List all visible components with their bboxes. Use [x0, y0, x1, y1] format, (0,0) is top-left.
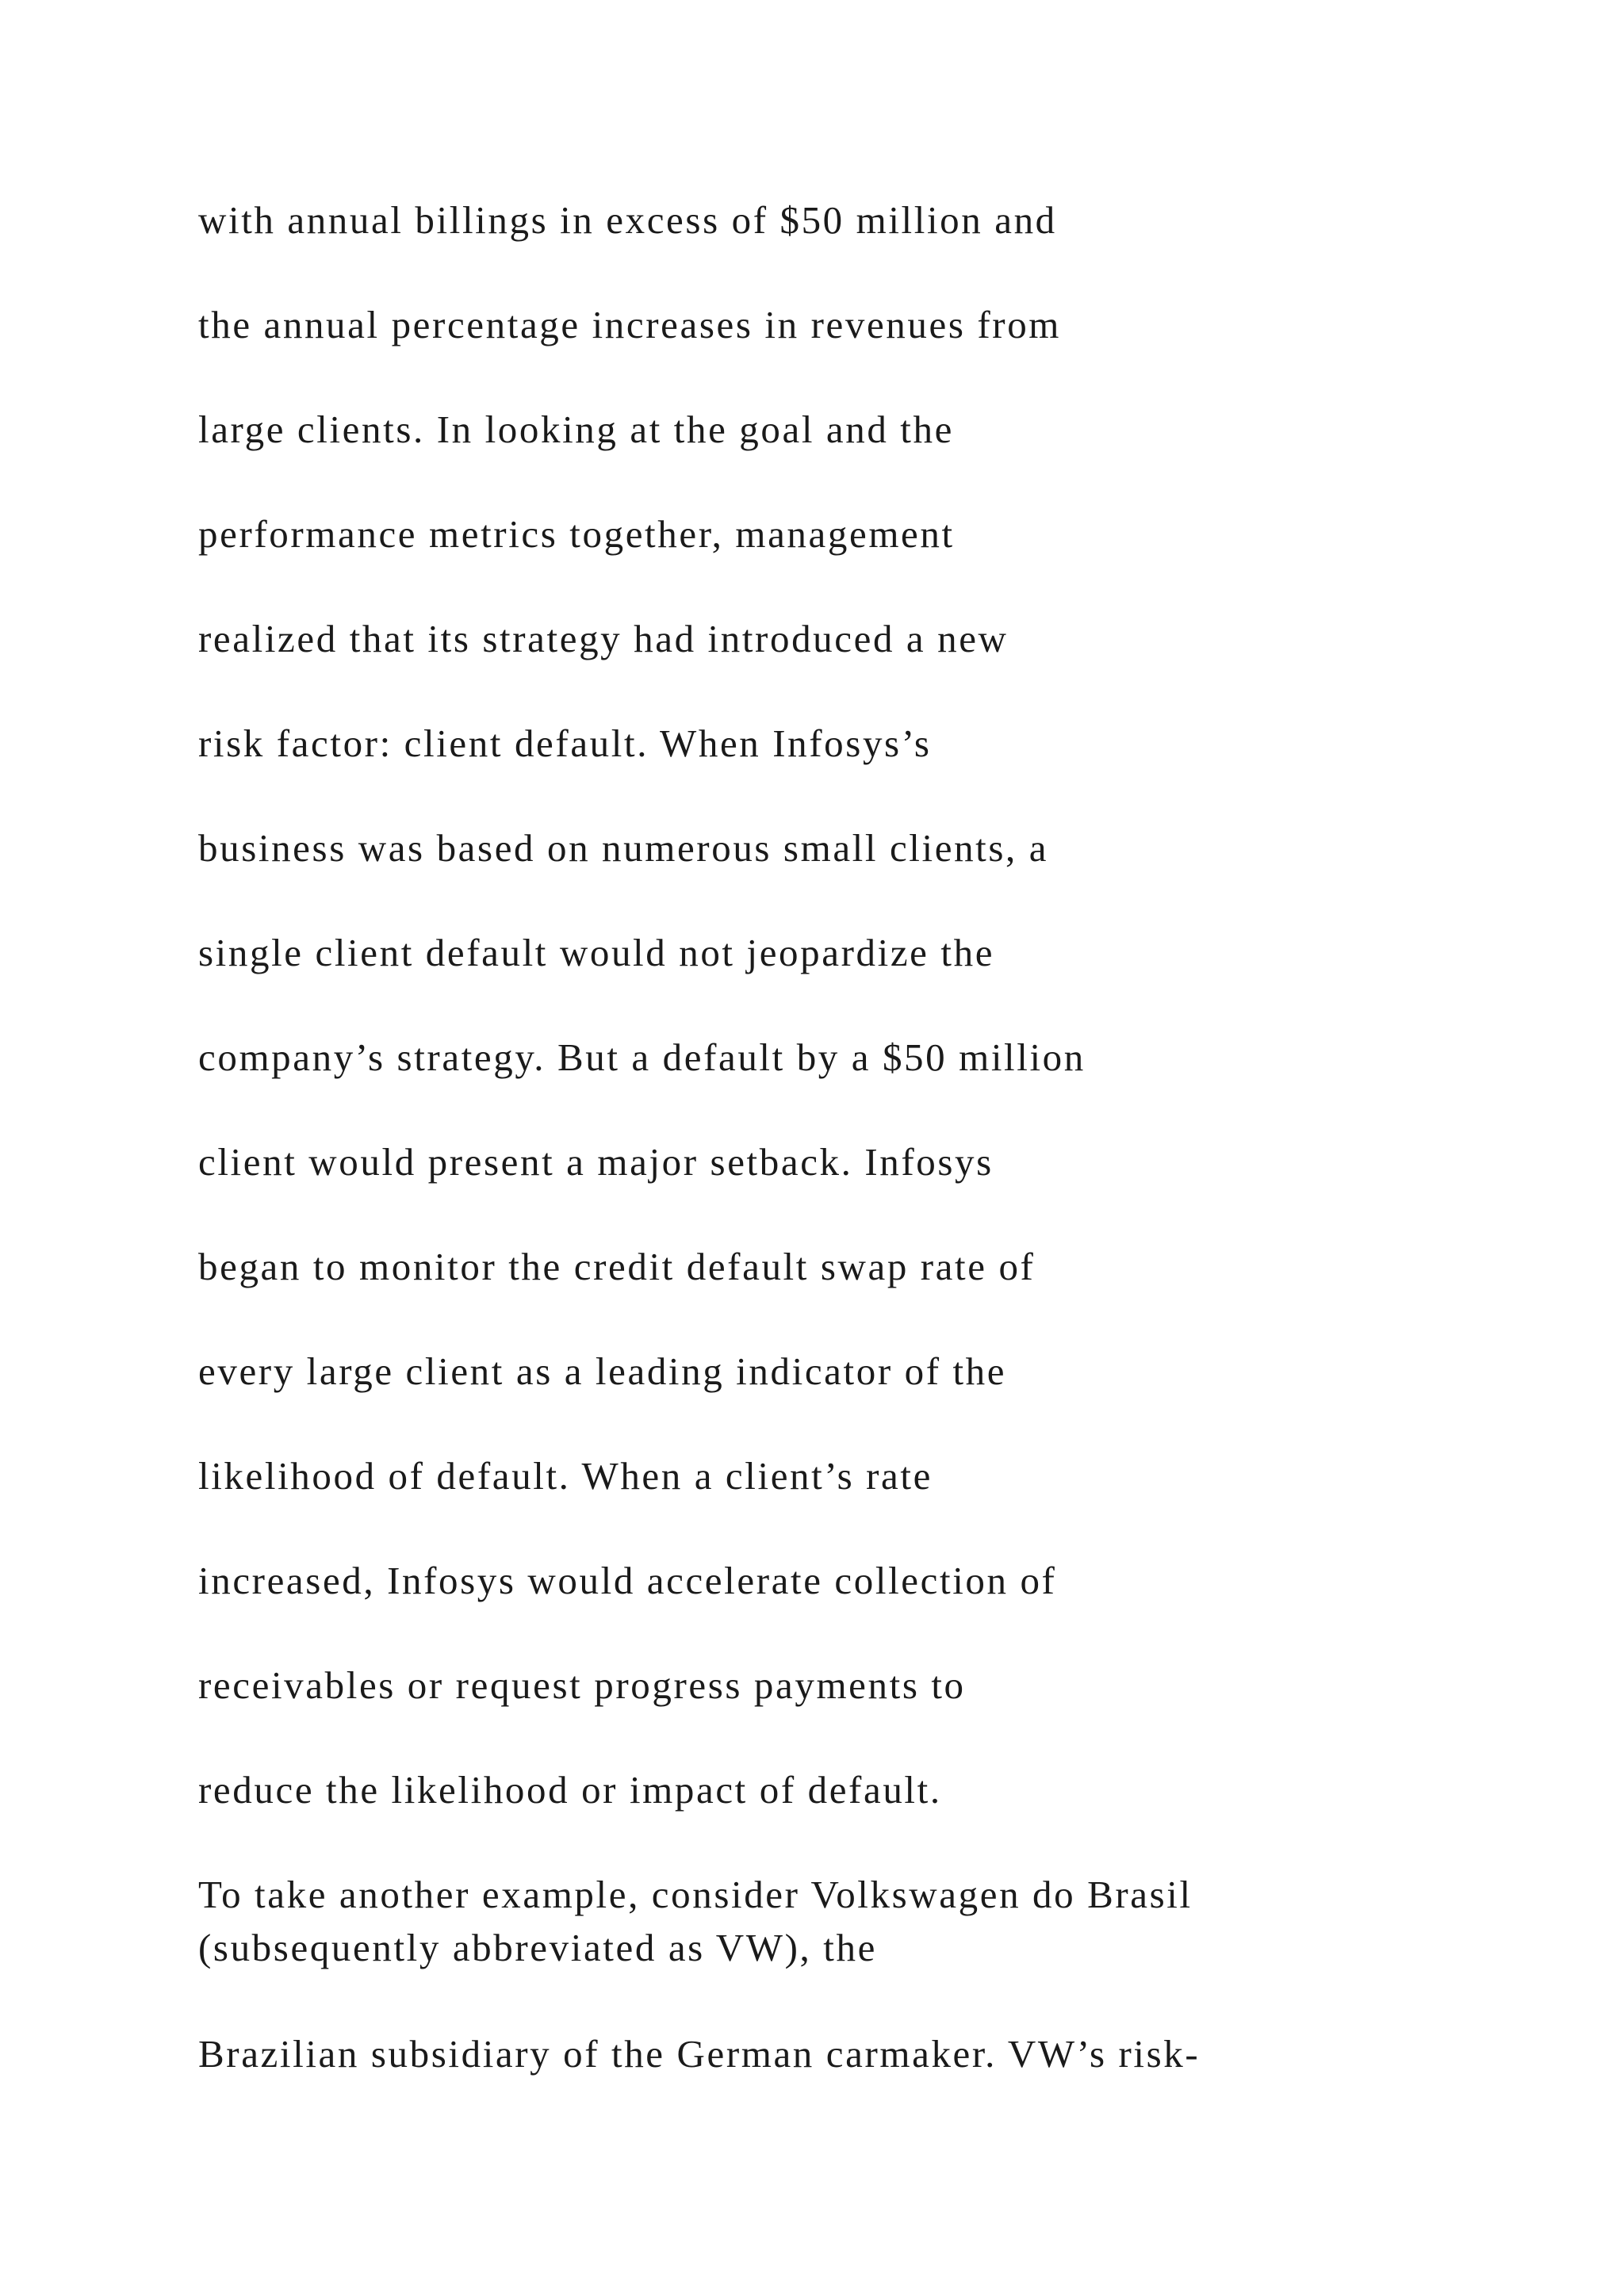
text-line: realized that its strategy had introduced a new	[198, 617, 1009, 660]
text-line: reduce the likelihood or impact of default.	[198, 1768, 942, 1812]
text-line: receivables or request progress payments to	[198, 1663, 966, 1707]
text-line: performance metrics together, management	[198, 512, 955, 556]
text-line: risk factor: client default. When Infosys’s	[198, 721, 932, 765]
text-line: company’s strategy. But a default by a $50 million	[198, 1035, 1086, 1079]
text-line: began to monitor the credit default swap rate of	[198, 1245, 1036, 1288]
text-line: likelihood of default. When a client’s rate	[198, 1454, 933, 1498]
text-line: increased, Infosys would accelerate collection of	[198, 1559, 1057, 1602]
text-line: To take another example, consider Volkswagen do Brasil	[198, 1873, 1193, 1916]
text-line: business was based on numerous small clients, a	[198, 826, 1049, 870]
text-line: single client default would not jeopardize the	[198, 931, 995, 974]
text-line: the annual percentage increases in revenues from	[198, 303, 1062, 346]
text-line: with annual billings in excess of $50 million and	[198, 198, 1057, 242]
text-line: large clients. In looking at the goal and the	[198, 408, 954, 451]
text-line: client would present a major setback. Infosys	[198, 1140, 994, 1184]
text-line: every large client as a leading indicator of the	[198, 1349, 1007, 1393]
text-line: (subsequently abbreviated as VW), the	[198, 1926, 877, 1969]
text-line: Brazilian subsidiary of the German carmaker. VW’s risk-	[198, 2032, 1201, 2076]
